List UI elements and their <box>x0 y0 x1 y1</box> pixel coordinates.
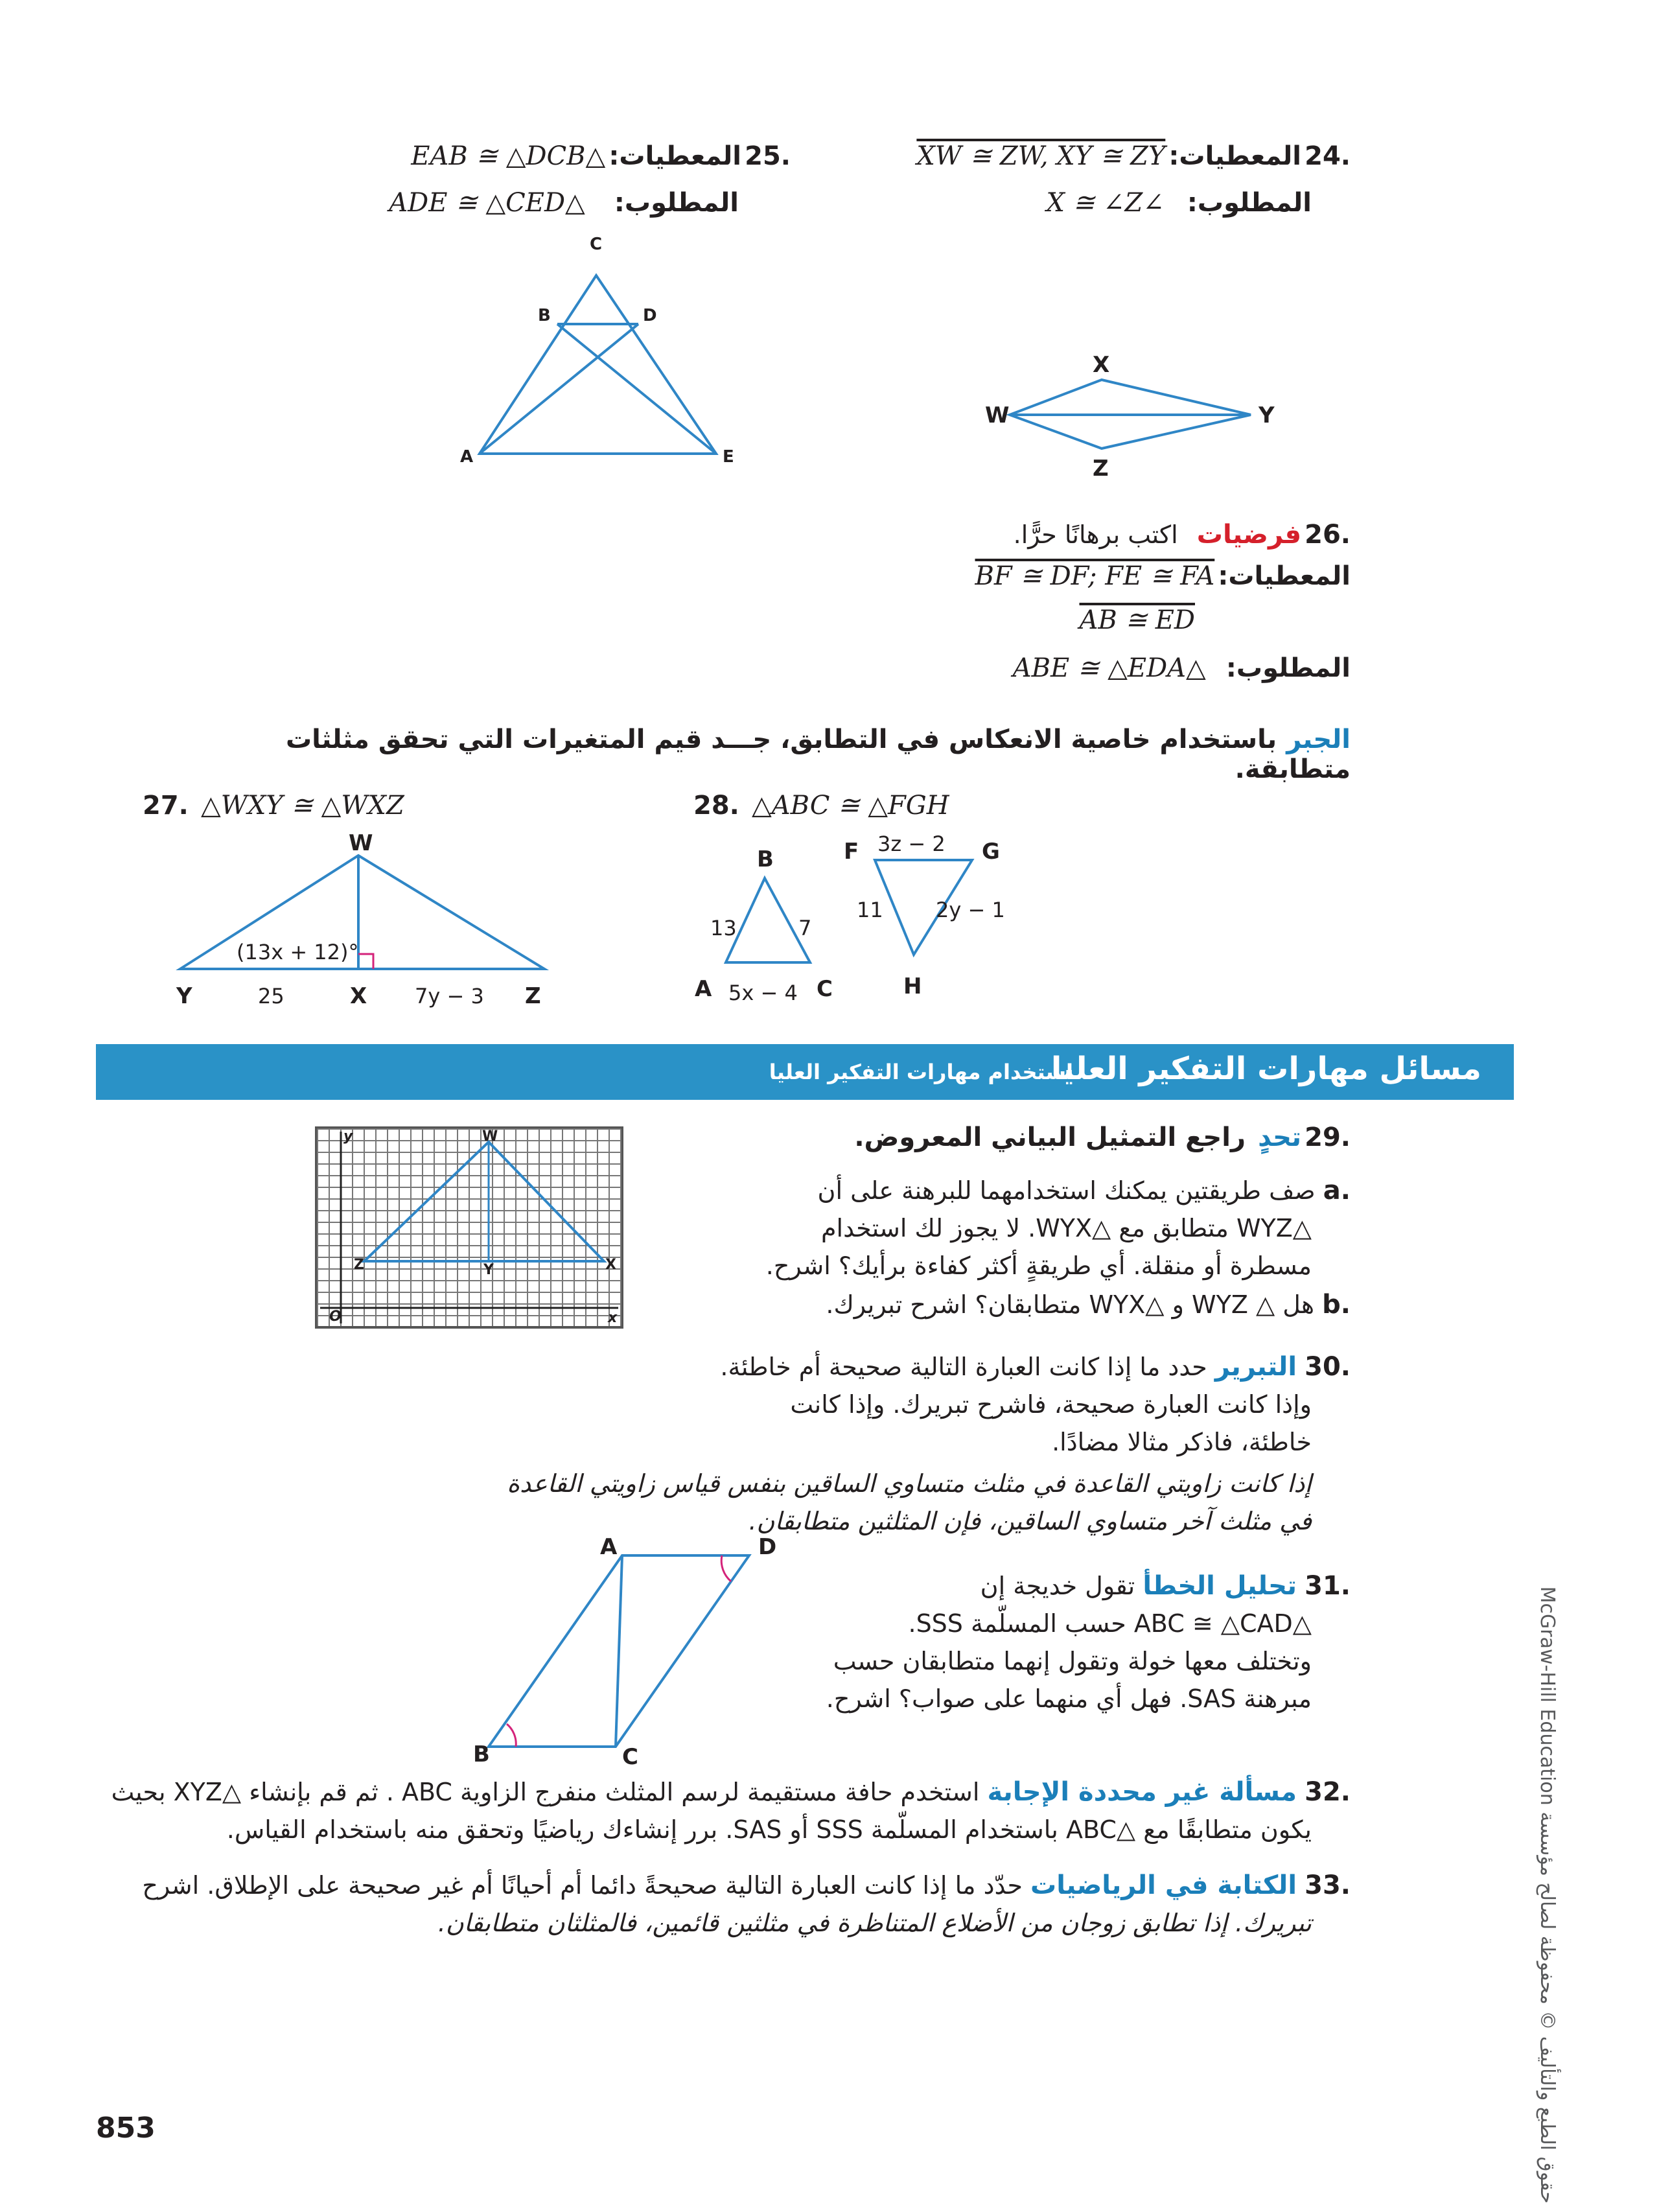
p33-keyword: الكتابة في الرياضيات <box>1030 1870 1297 1900</box>
p28-length-fg: 3z − 2 <box>877 832 946 856</box>
p28-label-a: A <box>695 976 712 1002</box>
p32-keyword: مسألة غير محددة الإجابة <box>987 1777 1297 1807</box>
p25-label-d: D <box>643 306 657 325</box>
p26-header <box>767 516 1351 555</box>
p28-label-f: F <box>844 839 859 865</box>
p30-statement-line1: إذا كانت زاويتي القاعدة في مثلث متساوي الساقين بنفس قياس زاويتي القاعدة <box>507 1469 1312 1498</box>
p27-label-w: W <box>349 830 373 856</box>
p25-given-label: المعطيات: <box>609 141 742 171</box>
p30-keyword: التبرير <box>1214 1352 1297 1382</box>
p24-given-row <box>897 141 1351 180</box>
algebra-keyword: الجبر <box>1286 725 1351 754</box>
p30-body <box>702 1348 1351 1461</box>
p26-given2-row <box>871 605 1195 644</box>
p28-length-gh: 2y − 1 <box>936 898 1005 922</box>
p24-given: XW ≅ ZW, XY ≅ ZY <box>916 141 1166 171</box>
algebra-text: باستخدام خاصية الانعكاس في التطابق، جـــد قيم المتغيرات التي تحقق مثلثات متطابقة. <box>285 725 1351 784</box>
p27-label-x: X <box>350 983 367 1009</box>
p29-label-origin: O <box>329 1309 342 1325</box>
p24-kite-figure <box>966 350 1290 493</box>
p31-line2: △ABC ≅ △CAD حسب المسلّمة SSS. <box>908 1609 1312 1638</box>
p27-right-angle-mark <box>358 954 373 969</box>
p29-a-label: .a <box>1323 1176 1351 1205</box>
p24-label-z: Z <box>1093 456 1109 482</box>
p31-line4: مبرهنة SAS. فهل أي منهما على صواب؟ اشرح. <box>826 1684 1312 1713</box>
p25-segment-be <box>557 324 716 454</box>
p28-label-b: B <box>757 846 774 872</box>
p29-label-x-axis: x <box>608 1310 618 1326</box>
p28-length-ac: 5x − 4 <box>728 981 798 1005</box>
p28-number: 28. <box>693 791 739 821</box>
p25-number: .25 <box>745 141 791 171</box>
p31-body <box>767 1567 1351 1717</box>
p31-label-d: D <box>758 1536 777 1560</box>
p24-label-y: Y <box>1259 402 1275 428</box>
p30-number: .30 <box>1305 1352 1351 1382</box>
p29-title: راجع التمثيل البياني المعروض. <box>854 1123 1246 1152</box>
p29-b-text: هل △ WYZ و △WYX متطابقان؟ اشرح تبريرك. <box>826 1290 1315 1319</box>
p28-label-g: G <box>982 839 1000 865</box>
p27-label-z: Z <box>525 983 541 1009</box>
p33-number: .33 <box>1305 1870 1351 1900</box>
p27-statement: △WXY ≅ △WXZ <box>200 791 404 821</box>
p29-label-y: Y <box>483 1262 494 1278</box>
p25-given-row <box>337 141 791 180</box>
p32-line2: يكون متطابقًا مع △ABC باستخدام المسلّمة SSS أو SAS. برر إنشاءك رياضيًا وتحقق منه باستخدام القياس. <box>226 1815 1312 1844</box>
p26-given-label: المعطيات: <box>1218 561 1351 591</box>
p29-label-x: X <box>605 1257 616 1273</box>
p28-label-c: C <box>817 976 833 1002</box>
p25-segment-da <box>480 324 638 454</box>
p31-number: .31 <box>1305 1571 1351 1601</box>
p32-number: .32 <box>1305 1777 1351 1807</box>
p25-triangle-figure <box>447 230 758 476</box>
p32-line1: استخدم حافة مستقيمة لرسم المثلث منفرج الزاوية ABC . ثم قم بإنشاء △XYZ بحيث <box>111 1778 980 1806</box>
p26-keyword: فرضيات <box>1196 520 1302 550</box>
p27-number: 27. <box>143 791 189 821</box>
p25-given: △EAB ≅ △DCB <box>411 141 606 171</box>
p29-graph <box>315 1126 623 1329</box>
p25-label-e: E <box>723 447 734 467</box>
p28-length-ab: 13 <box>710 916 737 940</box>
p27-header <box>143 791 596 830</box>
p29-part-a <box>702 1172 1351 1285</box>
p28-length-bc: 7 <box>798 916 812 940</box>
p25-label-b: B <box>538 306 551 325</box>
p28-triangle-abc <box>726 878 810 962</box>
p24-prove: ∠X ≅ ∠Z <box>1046 188 1165 218</box>
page-number: 853 <box>96 2112 156 2145</box>
p25-prove-row <box>337 188 739 227</box>
p26-prove-label: المطلوب: <box>1225 653 1351 683</box>
p29-label-w: W <box>482 1128 498 1145</box>
p24-given-label: المعطيات: <box>1168 141 1302 171</box>
p31-keyword: تحليل الخطأ <box>1143 1571 1297 1601</box>
p26-given2: AB ≅ ED <box>1079 605 1195 635</box>
p28-header <box>693 791 1082 830</box>
p29-header <box>702 1123 1351 1161</box>
p28-label-h: H <box>903 973 922 999</box>
p32-body <box>100 1773 1351 1848</box>
hots-banner-title: مسائل مهارات التفكير العليا <box>1050 1051 1481 1087</box>
p26-given-row <box>767 561 1351 600</box>
p27-length-xz: 7y − 3 <box>415 984 484 1008</box>
p27-angle-label: (13x + 12)° <box>237 940 359 964</box>
p31-label-b: B <box>473 1741 490 1767</box>
p30-line2: وإذا كانت العبارة صحيحة، فاشرح تبريرك. وإذا كانت <box>790 1390 1312 1419</box>
p29-a-line1: صف طريقتين يمكنك استخدامهما للبرهنة على أن <box>817 1176 1316 1205</box>
p31-angle-mark-b <box>507 1724 516 1747</box>
p24-label-x: X <box>1093 352 1110 378</box>
p24-prove-label: المطلوب: <box>1187 188 1312 218</box>
copyright-side-text: حقوق الطبع والتأليف © محفوظة لصالح مؤسسة McGraw-Hill Education <box>1536 1586 1559 2204</box>
p27-figure <box>162 830 577 1024</box>
p29-label-z: Z <box>354 1257 364 1273</box>
p24-prove-row <box>897 188 1312 227</box>
p27-label-y: Y <box>176 983 192 1009</box>
p28-figure <box>687 826 1024 1021</box>
p31-diagonal-ac <box>616 1555 622 1747</box>
p31-angle-mark-d <box>721 1555 731 1581</box>
p24-label-w: W <box>985 402 1010 428</box>
p29-part-b <box>702 1286 1351 1323</box>
p30-statement <box>404 1465 1312 1540</box>
p31-label-c: C <box>622 1744 638 1769</box>
p25-prove-label: المطلوب: <box>614 188 739 218</box>
p29-a-line3: مسطرة أو منقلة. أي طريقةٍ أكثر كفاءة برأيك؟ اشرح. <box>765 1252 1312 1280</box>
p31-parallelogram-figure <box>473 1536 797 1769</box>
p29-number: .29 <box>1305 1123 1351 1152</box>
p25-label-c: C <box>590 235 603 254</box>
p31-label-a: A <box>600 1536 618 1560</box>
p30-line1: حدد ما إذا كانت العبارة التالية صحيحة أم خاطئة. <box>720 1353 1207 1381</box>
p26-instruction: اكتب برهانًا حرًّا. <box>1013 520 1178 549</box>
p27-triangle <box>180 856 544 969</box>
p26-given1: BF ≅ DF; FE ≅ FA <box>975 561 1215 591</box>
p30-line3: خاطئة، فاذكر مثالا مضادًا. <box>1052 1428 1312 1456</box>
p31-line3: وتختلف معها خولة وتقول إنهما متطابقان حسب <box>833 1647 1312 1675</box>
p29-a-line2: △WYZ متطابق مع △WYX. لا يجوز لك استخدام <box>821 1214 1312 1242</box>
hots-banner <box>96 1044 1514 1100</box>
p28-statement: △ABC ≅ △FGH <box>751 791 949 821</box>
p30-statement-line2: في مثلث آخر متساوي الساقين، فإن المثلثين متطابقان. <box>748 1507 1312 1535</box>
p26-prove: △ABE ≅ △EDA <box>1012 653 1206 683</box>
algebra-instruction <box>249 725 1351 784</box>
p33-line1: حدّد ما إذا كانت العبارة التالية صحيحةً دائما أم أحيانًا أم غير صحيحة على الإطلاق. اشرح <box>142 1871 1023 1900</box>
p33-line2: تبريرك. إذا تطابق زوجان من الأضلاع المتناظرة في مثلثين قائمين، فالمثلثان متطابقان. <box>437 1909 1312 1937</box>
p28-length-fh: 11 <box>857 898 883 922</box>
p29-b-label: .b <box>1322 1290 1351 1320</box>
p27-length-yx: 25 <box>258 984 284 1008</box>
p25-prove: △ADE ≅ △CED <box>389 188 585 218</box>
p25-label-a: A <box>460 447 474 467</box>
hots-banner-subtitle: استخدام مهارات التفكير العليا <box>769 1060 1073 1084</box>
p33-body <box>100 1867 1351 1942</box>
p26-prove-row <box>767 653 1351 692</box>
p31-line1: تقول خديجة إن <box>980 1572 1135 1600</box>
p29-label-y-axis: y <box>343 1128 353 1145</box>
p25-outer-triangle <box>480 275 716 454</box>
p24-number: .24 <box>1305 141 1351 171</box>
p26-number: .26 <box>1305 520 1351 550</box>
p29-keyword: تحدٍ <box>1258 1123 1302 1152</box>
